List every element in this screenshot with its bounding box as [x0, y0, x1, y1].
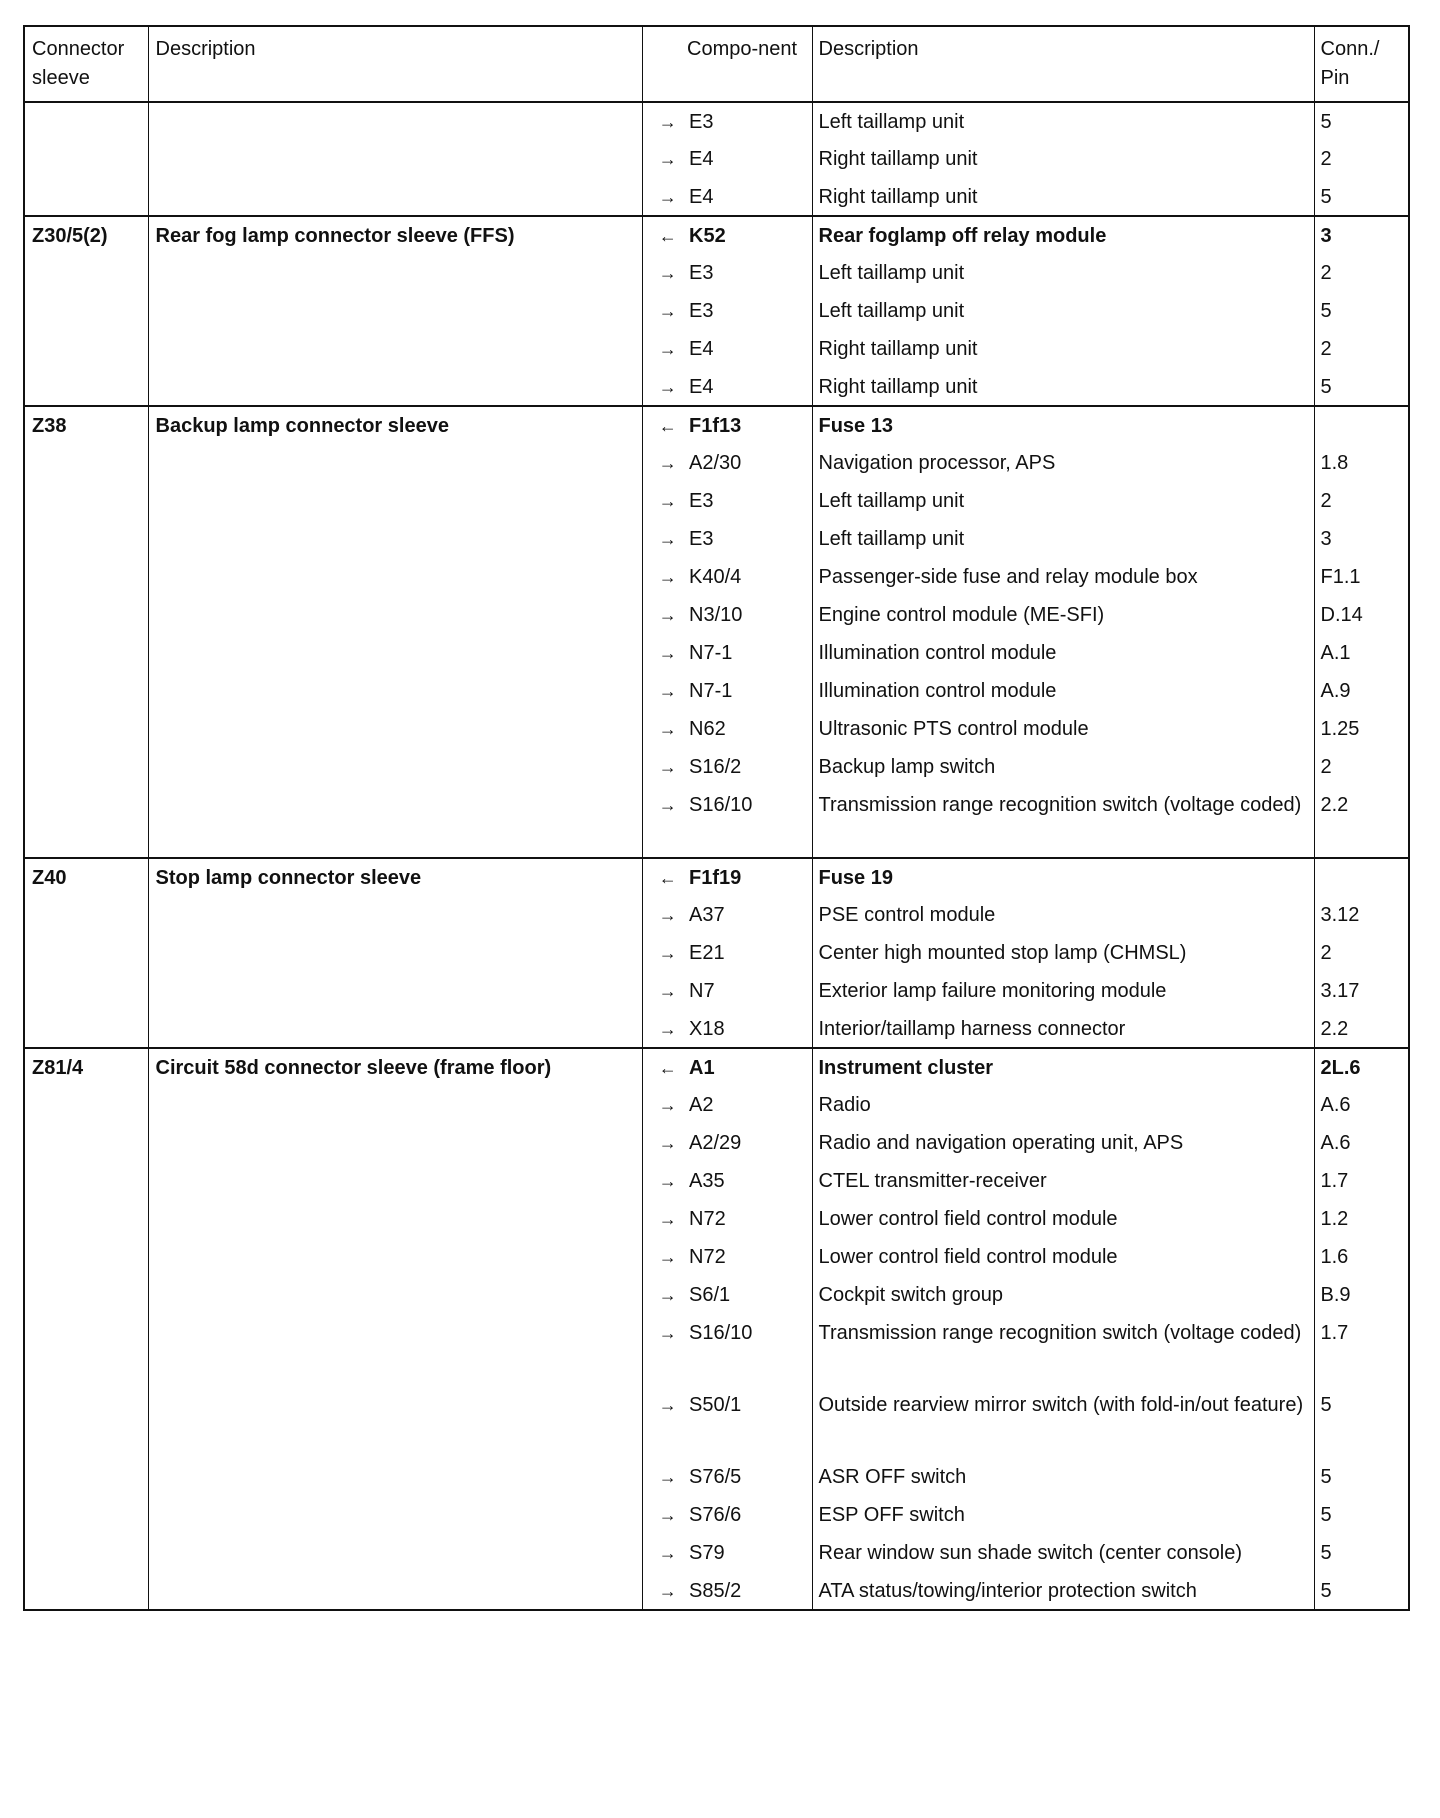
- component-description-cell: Navigation processor, APS: [812, 444, 1314, 482]
- component-description-cell: Center high mounted stop lamp (CHMSL): [812, 934, 1314, 972]
- component-description-cell: Left taillamp unit: [812, 482, 1314, 520]
- component-cell: E3: [689, 300, 714, 322]
- table-row: [24, 1010, 1409, 1048]
- sleeve-description-cell: [148, 972, 642, 1010]
- sleeve-description-cell: [148, 1534, 642, 1572]
- table-row: [24, 972, 1409, 1010]
- sleeve-description-cell: [148, 254, 642, 292]
- header-component-description: Description: [812, 26, 1314, 102]
- sleeve-description-cell: [148, 520, 642, 558]
- component-description-cell: Instrument cluster: [812, 1048, 1314, 1086]
- arrow-right-icon: →: [642, 1314, 687, 1386]
- component-description-cell: Left taillamp unit: [812, 254, 1314, 292]
- component-cell: F1f13: [687, 406, 812, 444]
- connector-sleeve-cell: [24, 1010, 148, 1048]
- arrow-right-icon: →: [642, 972, 687, 1010]
- table-header-row: [24, 26, 1409, 102]
- table-row: [24, 1124, 1409, 1162]
- conn-pin-cell: 3: [1314, 520, 1409, 558]
- conn-pin-cell: [1314, 858, 1409, 896]
- conn-pin-cell: A.6: [1314, 1086, 1409, 1124]
- component-cell: E21: [689, 942, 725, 964]
- component-description-cell: CTEL transmitter-receiver: [812, 1162, 1314, 1200]
- conn-pin-cell: [1314, 406, 1409, 444]
- conn-pin-cell: 1.8: [1314, 444, 1409, 482]
- conn-pin-cell: 1.7: [1314, 1314, 1409, 1386]
- component-description-cell: Exterior lamp failure monitoring module: [812, 972, 1314, 1010]
- arrow-right-icon: →: [642, 896, 687, 934]
- table-row: [24, 254, 1409, 292]
- table-row: [24, 1314, 1409, 1386]
- arrow-right-icon: →: [642, 1086, 687, 1124]
- sleeve-description-cell: [148, 330, 642, 368]
- connector-sleeve-cell: [24, 444, 148, 482]
- sleeve-description-cell: [148, 1386, 642, 1458]
- table-body: [24, 102, 1409, 1610]
- connector-sleeve-cell: [24, 672, 148, 710]
- conn-pin-cell: 2.2: [1314, 786, 1409, 858]
- component-cell: K52: [687, 216, 812, 254]
- table-row: [24, 748, 1409, 786]
- sleeve-description-cell: [148, 1496, 642, 1534]
- component-cell: N7: [689, 980, 715, 1002]
- arrow-right-icon: →: [642, 786, 687, 858]
- arrow-right-icon: →: [642, 444, 687, 482]
- arrow-right-icon: →: [642, 1200, 687, 1238]
- conn-pin-cell: 5: [1314, 178, 1409, 216]
- arrow-left-icon: ←: [642, 406, 687, 444]
- table-row: [24, 1048, 1409, 1086]
- arrow-right-icon: →: [642, 672, 687, 710]
- connector-sleeve-cell: Z81/4: [24, 1048, 148, 1086]
- conn-pin-cell: 5: [1314, 1386, 1409, 1458]
- sleeve-description-cell: [148, 1124, 642, 1162]
- arrow-right-icon: →: [642, 1162, 687, 1200]
- component-cell: X18: [689, 1018, 725, 1040]
- header-component: Compo-nent: [687, 26, 812, 102]
- conn-pin-cell: 2L.6: [1314, 1048, 1409, 1086]
- component-description-cell: Rear window sun shade switch (center console): [812, 1534, 1314, 1572]
- table-row: [24, 520, 1409, 558]
- connector-sleeve-cell: [24, 896, 148, 934]
- table-row: [24, 1200, 1409, 1238]
- component-description-cell: Right taillamp unit: [812, 368, 1314, 406]
- component-description-cell: Radio: [812, 1086, 1314, 1124]
- connector-sleeve-cell: [24, 558, 148, 596]
- conn-pin-cell: A.1: [1314, 634, 1409, 672]
- sleeve-description-cell: [148, 1238, 642, 1276]
- component-description-cell: Right taillamp unit: [812, 330, 1314, 368]
- connector-sleeve-cell: [24, 634, 148, 672]
- component-cell: E3: [689, 490, 714, 512]
- arrow-right-icon: →: [642, 596, 687, 634]
- table-row: [24, 368, 1409, 406]
- document-page: [23, 25, 1408, 1611]
- component-description-cell: Left taillamp unit: [812, 520, 1314, 558]
- component-cell: S85/2: [689, 1580, 742, 1602]
- table-row: [24, 1496, 1409, 1534]
- arrow-right-icon: →: [642, 140, 687, 178]
- component-cell: S76/6: [689, 1504, 742, 1526]
- component-cell: A1: [687, 1048, 812, 1086]
- component-cell: S76/5: [689, 1466, 742, 1488]
- arrow-right-icon: →: [642, 520, 687, 558]
- conn-pin-cell: B.9: [1314, 1276, 1409, 1314]
- conn-pin-cell: F1.1: [1314, 558, 1409, 596]
- table-row: [24, 216, 1409, 254]
- component-cell: S16/10: [689, 794, 753, 816]
- arrow-right-icon: →: [642, 1534, 687, 1572]
- connector-sleeve-cell: [24, 254, 148, 292]
- sleeve-description-cell: [148, 1086, 642, 1124]
- component-cell: E4: [689, 186, 714, 208]
- component-description-cell: ATA status/towing/interior protection switch: [812, 1572, 1314, 1610]
- connector-sleeve-cell: [24, 1314, 148, 1386]
- conn-pin-cell: 5: [1314, 1496, 1409, 1534]
- arrow-right-icon: →: [642, 254, 687, 292]
- component-description-cell: Cockpit switch group: [812, 1276, 1314, 1314]
- sleeve-description-cell: [148, 1572, 642, 1610]
- component-cell: K40/4: [689, 566, 742, 588]
- sleeve-description-cell: [148, 1314, 642, 1386]
- component-cell: N72: [689, 1208, 726, 1230]
- component-cell: N62: [689, 718, 726, 740]
- sleeve-description-cell: [148, 634, 642, 672]
- conn-pin-cell: 1.7: [1314, 1162, 1409, 1200]
- sleeve-description-cell: [148, 748, 642, 786]
- connector-sleeve-cell: [24, 1124, 148, 1162]
- arrow-right-icon: →: [642, 330, 687, 368]
- component-description-cell: Fuse 13: [812, 406, 1314, 444]
- sleeve-description-cell: Stop lamp connector sleeve: [148, 858, 642, 896]
- connector-sleeve-cell: [24, 934, 148, 972]
- arrow-right-icon: →: [642, 1238, 687, 1276]
- header-connector-sleeve: Connector sleeve: [24, 26, 148, 102]
- table-row: [24, 140, 1409, 178]
- component-description-cell: Radio and navigation operating unit, APS: [812, 1124, 1314, 1162]
- connector-sleeve-cell: [24, 972, 148, 1010]
- connector-sleeve-cell: [24, 1276, 148, 1314]
- conn-pin-cell: 3.17: [1314, 972, 1409, 1010]
- connector-sleeve-cell: [24, 1458, 148, 1496]
- connector-sleeve-cell: [24, 1238, 148, 1276]
- connector-sleeve-cell: [24, 482, 148, 520]
- connector-sleeve-cell: [24, 102, 148, 140]
- connector-sleeve-cell: Z38: [24, 406, 148, 444]
- arrow-left-icon: ←: [642, 858, 687, 896]
- table-row: [24, 558, 1409, 596]
- table-row: [24, 482, 1409, 520]
- component-cell: S50/1: [689, 1394, 742, 1416]
- table-row: [24, 1534, 1409, 1572]
- component-description-cell: Illumination control module: [812, 634, 1314, 672]
- arrow-right-icon: →: [642, 1124, 687, 1162]
- conn-pin-cell: 3: [1314, 216, 1409, 254]
- conn-pin-cell: 5: [1314, 1572, 1409, 1610]
- conn-pin-cell: 2: [1314, 934, 1409, 972]
- sleeve-description-cell: [148, 786, 642, 858]
- table-row: [24, 596, 1409, 634]
- component-description-cell: Left taillamp unit: [812, 102, 1314, 140]
- arrow-right-icon: →: [642, 1496, 687, 1534]
- component-description-cell: Lower control field control module: [812, 1200, 1314, 1238]
- header-arrow-spacer: [642, 26, 687, 102]
- component-description-cell: Right taillamp unit: [812, 140, 1314, 178]
- connector-sleeve-cell: [24, 1086, 148, 1124]
- conn-pin-cell: A.9: [1314, 672, 1409, 710]
- component-cell: A2: [689, 1094, 714, 1116]
- connector-sleeve-cell: Z40: [24, 858, 148, 896]
- component-description-cell: Outside rearview mirror switch (with fold-in/out feature): [812, 1386, 1314, 1458]
- table-row: [24, 292, 1409, 330]
- sleeve-description-cell: [148, 934, 642, 972]
- component-description-cell: Fuse 19: [812, 858, 1314, 896]
- connector-sleeve-cell: [24, 1534, 148, 1572]
- sleeve-description-cell: [148, 1200, 642, 1238]
- connector-sleeve-cell: [24, 786, 148, 858]
- conn-pin-cell: 3.12: [1314, 896, 1409, 934]
- table-row: [24, 1276, 1409, 1314]
- table-row: [24, 1238, 1409, 1276]
- arrow-right-icon: →: [642, 1386, 687, 1458]
- connector-sleeve-cell: [24, 178, 148, 216]
- conn-pin-cell: 2: [1314, 140, 1409, 178]
- sleeve-description-cell: [148, 672, 642, 710]
- conn-pin-cell: 2: [1314, 254, 1409, 292]
- conn-pin-cell: 5: [1314, 1534, 1409, 1572]
- arrow-right-icon: →: [642, 1276, 687, 1314]
- conn-pin-cell: 2.2: [1314, 1010, 1409, 1048]
- connector-sleeve-cell: [24, 1162, 148, 1200]
- arrow-right-icon: →: [642, 748, 687, 786]
- sleeve-description-cell: [148, 444, 642, 482]
- component-cell: S16/2: [689, 756, 742, 778]
- component-cell: N3/10: [689, 604, 743, 626]
- component-description-cell: PSE control module: [812, 896, 1314, 934]
- component-cell: S79: [689, 1542, 725, 1564]
- connector-sleeve-cell: [24, 1496, 148, 1534]
- table-row: [24, 710, 1409, 748]
- sleeve-description-cell: [148, 140, 642, 178]
- component-cell: E4: [689, 338, 714, 360]
- component-description-cell: Rear foglamp off relay module: [812, 216, 1314, 254]
- connector-sleeve-cell: [24, 520, 148, 558]
- arrow-right-icon: →: [642, 102, 687, 140]
- arrow-right-icon: →: [642, 1010, 687, 1048]
- conn-pin-cell: 1.25: [1314, 710, 1409, 748]
- component-description-cell: Passenger-side fuse and relay module box: [812, 558, 1314, 596]
- sleeve-description-cell: [148, 1010, 642, 1048]
- arrow-right-icon: →: [642, 634, 687, 672]
- component-cell: S16/10: [689, 1322, 753, 1344]
- connector-sleeve-cell: [24, 1200, 148, 1238]
- connector-sleeve-cell: [24, 1386, 148, 1458]
- sleeve-description-cell: [148, 178, 642, 216]
- table-row: [24, 1086, 1409, 1124]
- table-row: [24, 178, 1409, 216]
- arrow-right-icon: →: [642, 1572, 687, 1610]
- table-row: [24, 330, 1409, 368]
- table-row: [24, 672, 1409, 710]
- component-description-cell: Engine control module (ME-SFI): [812, 596, 1314, 634]
- connector-sleeve-cell: [24, 330, 148, 368]
- conn-pin-cell: 5: [1314, 292, 1409, 330]
- component-description-cell: Transmission range recognition switch (voltage coded): [812, 786, 1314, 858]
- table-row: [24, 786, 1409, 858]
- connector-sleeve-cell: [24, 596, 148, 634]
- connector-sleeve-table: [23, 25, 1410, 1611]
- sleeve-description-cell: [148, 1162, 642, 1200]
- connector-sleeve-cell: [24, 1572, 148, 1610]
- component-cell: E4: [689, 148, 714, 170]
- sleeve-description-cell: Circuit 58d connector sleeve (frame floor): [148, 1048, 642, 1086]
- sleeve-description-cell: [148, 896, 642, 934]
- table-row: [24, 934, 1409, 972]
- arrow-right-icon: →: [642, 558, 687, 596]
- component-description-cell: ASR OFF switch: [812, 1458, 1314, 1496]
- conn-pin-cell: 5: [1314, 102, 1409, 140]
- header-conn-pin: Conn./ Pin: [1314, 26, 1409, 102]
- conn-pin-cell: A.6: [1314, 1124, 1409, 1162]
- arrow-left-icon: ←: [642, 216, 687, 254]
- connector-sleeve-cell: [24, 368, 148, 406]
- connector-sleeve-cell: [24, 292, 148, 330]
- component-description-cell: Interior/taillamp harness connector: [812, 1010, 1314, 1048]
- component-description-cell: Lower control field control module: [812, 1238, 1314, 1276]
- table-row: [24, 858, 1409, 896]
- component-cell: F1f19: [687, 858, 812, 896]
- arrow-right-icon: →: [642, 178, 687, 216]
- conn-pin-cell: 2: [1314, 330, 1409, 368]
- sleeve-description-cell: Backup lamp connector sleeve: [148, 406, 642, 444]
- connector-sleeve-cell: Z30/5(2): [24, 216, 148, 254]
- table-row: [24, 406, 1409, 444]
- component-description-cell: Right taillamp unit: [812, 178, 1314, 216]
- component-cell: A2/30: [689, 452, 742, 474]
- component-cell: A2/29: [689, 1132, 742, 1154]
- component-cell: E3: [689, 262, 714, 284]
- table-row: [24, 444, 1409, 482]
- conn-pin-cell: 5: [1314, 368, 1409, 406]
- sleeve-description-cell: [148, 102, 642, 140]
- sleeve-description-cell: [148, 292, 642, 330]
- component-description-cell: Ultrasonic PTS control module: [812, 710, 1314, 748]
- table-row: [24, 1386, 1409, 1458]
- connector-sleeve-cell: [24, 710, 148, 748]
- table-row: [24, 1572, 1409, 1610]
- arrow-right-icon: →: [642, 1458, 687, 1496]
- component-cell: S6/1: [689, 1284, 731, 1306]
- sleeve-description-cell: [148, 1458, 642, 1496]
- component-description-cell: ESP OFF switch: [812, 1496, 1314, 1534]
- arrow-right-icon: →: [642, 482, 687, 520]
- sleeve-description-cell: Rear fog lamp connector sleeve (FFS): [148, 216, 642, 254]
- table-row: [24, 102, 1409, 140]
- header-description: Description: [148, 26, 642, 102]
- sleeve-description-cell: [148, 710, 642, 748]
- connector-sleeve-cell: [24, 140, 148, 178]
- table-row: [24, 634, 1409, 672]
- sleeve-description-cell: [148, 1276, 642, 1314]
- conn-pin-cell: 2: [1314, 482, 1409, 520]
- component-cell: N7-1: [689, 680, 733, 702]
- component-cell: E3: [689, 111, 714, 133]
- component-description-cell: Left taillamp unit: [812, 292, 1314, 330]
- conn-pin-cell: 1.2: [1314, 1200, 1409, 1238]
- arrow-left-icon: ←: [642, 1048, 687, 1086]
- component-description-cell: Illumination control module: [812, 672, 1314, 710]
- component-cell: A37: [689, 904, 725, 926]
- arrow-right-icon: →: [642, 934, 687, 972]
- conn-pin-cell: 5: [1314, 1458, 1409, 1496]
- table-row: [24, 1458, 1409, 1496]
- arrow-right-icon: →: [642, 710, 687, 748]
- component-description-cell: Transmission range recognition switch (voltage coded): [812, 1314, 1314, 1386]
- arrow-right-icon: →: [642, 368, 687, 406]
- component-cell: E3: [689, 528, 714, 550]
- connector-sleeve-cell: [24, 748, 148, 786]
- table-row: [24, 1162, 1409, 1200]
- conn-pin-cell: 2: [1314, 748, 1409, 786]
- sleeve-description-cell: [148, 558, 642, 596]
- component-cell: A35: [689, 1170, 725, 1192]
- table-row: [24, 896, 1409, 934]
- sleeve-description-cell: [148, 482, 642, 520]
- conn-pin-cell: D.14: [1314, 596, 1409, 634]
- component-description-cell: Backup lamp switch: [812, 748, 1314, 786]
- component-cell: E4: [689, 376, 714, 398]
- sleeve-description-cell: [148, 368, 642, 406]
- sleeve-description-cell: [148, 596, 642, 634]
- arrow-right-icon: →: [642, 292, 687, 330]
- component-cell: N7-1: [689, 642, 733, 664]
- component-cell: N72: [689, 1246, 726, 1268]
- conn-pin-cell: 1.6: [1314, 1238, 1409, 1276]
